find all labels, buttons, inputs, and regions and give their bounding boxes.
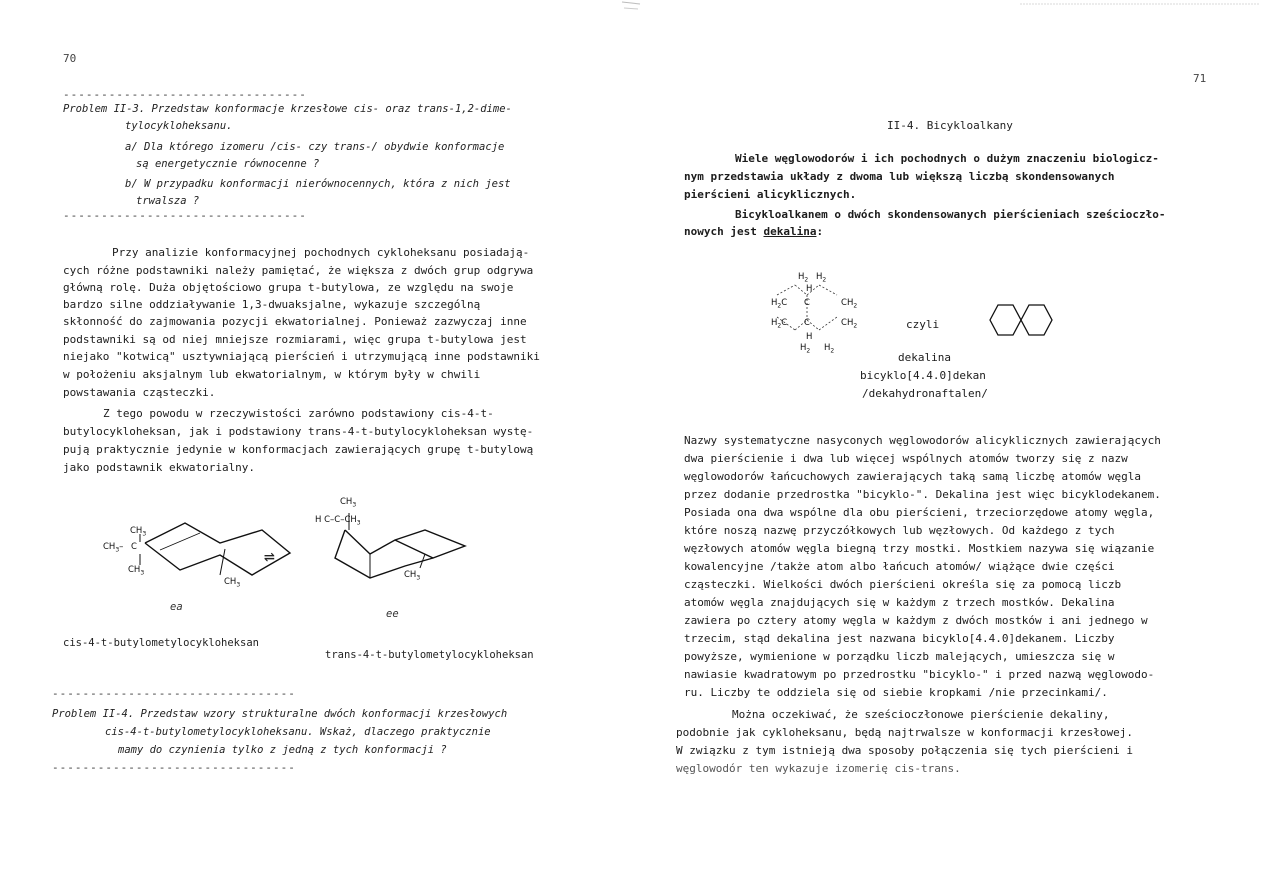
czyli-word: czyli	[906, 318, 940, 331]
ch3-label: $CH_3$	[128, 565, 145, 577]
separator-rule: --------------------------------	[63, 209, 307, 222]
problem-4-line-2: cis-4-t-butylometylocykloheksanu. Wskaż, dlaczego praktycznie	[105, 726, 491, 738]
text-line: jako podstawnik ekwatorialny.	[63, 461, 256, 474]
h2c-label: $H_2C$	[771, 318, 788, 330]
text-line: zawiera po cztery atomy węgla w każdym z dwóch mostków i ani jednego w	[684, 614, 1148, 627]
h2-label: $H_2$	[824, 343, 835, 355]
text-line: skłonność do zajmowania pozycji ekwatorialnej. Ponieważ zazwyczaj inne	[63, 315, 527, 328]
ch2-label: $CH_2$	[841, 298, 858, 310]
problem-4-line-1: Problem II-4. Przedstaw wzory strukturalne dwóch konformacji krzesłowych	[52, 708, 508, 720]
text-line: podstawniki są od niej mniejsze rozmiarami, więc grupa t-butylowa jest	[63, 333, 527, 346]
h2-label: $H_2$	[800, 343, 811, 355]
problem-4-line-3: mamy do czynienia tylko z jedną z tych konformacji ?	[118, 744, 447, 756]
text-line: Z tego powodu w rzeczywistości zarówno podstawiony cis-4-t-	[103, 407, 494, 420]
h2c-label: $H_2C$	[771, 298, 788, 310]
text-line: węglowodorów łańcuchowych zawierających taką samą liczbę atomów węgla	[684, 470, 1141, 483]
page-number: 70	[63, 52, 77, 65]
text-line: które noszą nazwę przyczółkowych lub węzłowych. Od każdego z tych	[684, 524, 1115, 537]
text-line: Nazwy systematyczne nasyconych węglowodorów alicyklicznych zawierających	[684, 434, 1161, 447]
dekalina-term: dekalina	[763, 225, 817, 238]
text-line: pują praktycznie jedynie w konformacjach zawierających grupę t-butylową	[63, 443, 534, 456]
text-line: węglowodór ten wykazuje izomerię cis-trans.	[676, 762, 961, 775]
tbutyl-bond-left	[137, 534, 145, 574]
text-line: Można oczekiwać, że sześcioczłonowe pierścienie dekaliny,	[732, 708, 1110, 721]
problem-3-question-a: a/ Dla którego izomeru /cis- czy trans-/ obydwie konformacje	[125, 141, 505, 153]
page-number: 71	[1193, 72, 1207, 85]
text-line: Wiele węglowodorów i ich pochodnych o dużym znaczeniu biologicz-	[735, 152, 1159, 165]
name-iupac: bicyklo[4.4.0]dekan	[860, 369, 986, 382]
separator-rule: --------------------------------	[52, 761, 296, 774]
text-line: węzłowych atomów węgla biegną trzy mostki. Mostkiem nazywa się wiązanie	[684, 542, 1155, 555]
h2-label: $H_2$	[798, 272, 809, 284]
caption-trans: trans-4-t-butylometylocykloheksan	[325, 649, 534, 661]
text-line: kowalencyjne /także atom albo łańcuch atomów/ wiążące dwie części	[684, 560, 1115, 573]
name-alternative: /dekahydronaftalen/	[862, 387, 988, 400]
text-line: nowych jest dekalina:	[684, 225, 824, 238]
text-line: niejako "kotwicą" usztywniającą pierścień i utrzymującą inne podstawniki	[63, 350, 540, 363]
page-71	[632, 0, 1263, 893]
page-70	[0, 0, 631, 893]
text-line: nawiasie kwadratowym po przedrostku "bicyklo-" i przed nazwą węglowodo-	[684, 668, 1155, 681]
caption-cis: cis-4-t-butylometylocykloheksan	[63, 637, 259, 649]
ch3-label: $CH_3$	[224, 577, 241, 589]
text-line: powyższe, wymienione w porządku liczb malejących, umieszcza się w	[684, 650, 1115, 663]
text-line: Bicykloalkanem o dwóch skondensowanych pierścieniach sześcioczło-	[735, 208, 1166, 221]
text-line: cząsteczki. Wielkości dwóch pierścieni określa się za pomocą liczb	[684, 578, 1122, 591]
problem-3-question-b-cont: trwalsza ?	[136, 195, 200, 207]
text-line: główną rolę. Duża objętościowo grupa t-butylowa, ze względu na swoje	[63, 281, 514, 294]
h2-label: $H_2$	[816, 272, 827, 284]
text-line: przez dodanie przedrostka "bicyklo-". Dekalina jest więc bicyklodekanem.	[684, 488, 1161, 501]
problem-3-question-b: b/ W przypadku konformacji nierównocennych, która z nich jest	[125, 178, 511, 190]
text-line: nym przedstawia układy z dwoma lub większą liczbą skondensowanych	[684, 170, 1115, 183]
ch3-label: $CH_3$	[130, 526, 147, 538]
text-line: trzecim, stąd dekalina jest nazwana bicyklo[4.4.0]dekanem. Liczby	[684, 632, 1115, 645]
text-line: Przy analizie konformacyjnej pochodnych cykloheksanu posiadają-	[112, 246, 530, 259]
text-line: w położeniu aksjalnym lub ekwatorialnym, w którym były w chwili	[63, 368, 481, 381]
text-line: cych różne podstawniki należy pamiętać, że większa z dwóch grup odgrywa	[63, 264, 534, 277]
ch3-label: $CH_3$	[404, 570, 421, 582]
equilibrium-arrow: ⇌	[264, 546, 275, 567]
text-line: butylocykloheksan, jak i podstawiony trans-4-t-butylocykloheksan wystę-	[63, 425, 534, 438]
section-heading: II-4. Bicykloalkany	[887, 119, 1013, 132]
bridgehead-h: H	[806, 332, 813, 342]
bridgehead-carbon: C	[804, 298, 810, 308]
tbutyl-group-label: H $C-C-CH_3$	[315, 515, 361, 527]
conformer-label-ea: ea	[170, 601, 183, 613]
chair-conformation-right	[315, 518, 465, 590]
problem-3-line-1: Problem II-3. Przedstaw konformacje krzesłowe cis- oraz trans-1,2-dime-	[63, 103, 512, 115]
text-line: dwa pierścienie i dwa lub więcej wspólnych atomów tworzy się z nazw	[684, 452, 1128, 465]
quaternary-carbon-label: C	[131, 542, 137, 552]
text-line: podobnie jak cykloheksanu, będą najtrwalsze w konformacji krzesłowej.	[676, 726, 1133, 739]
name-common: dekalina	[898, 351, 951, 364]
bridgehead-carbon: C	[804, 318, 810, 328]
separator-rule: --------------------------------	[52, 687, 296, 700]
bridgehead-h: H	[806, 284, 813, 294]
ch3-label: $CH_3-$	[103, 542, 124, 554]
decalin-hexagons	[990, 302, 1052, 338]
text-line: powstawania cząsteczki.	[63, 386, 216, 399]
text-line: W związku z tym istnieją dwa sposoby połączenia się tych pierścieni i	[676, 744, 1133, 757]
ch2-label: $CH_2$	[841, 318, 858, 330]
problem-3-line-2: tylocykloheksanu.	[125, 120, 233, 132]
text-line: ru. Liczby te oddziela się od siebie kropkami /nie przecinkami/.	[684, 686, 1108, 699]
ch3-label: $CH_3$	[340, 497, 357, 509]
text-line: bardzo silne oddziaływanie 1,3-dwuaksjalne, wykazuje szczególną	[63, 298, 481, 311]
text-line: Posiada ona dwa wspólne dla obu pierścieni, trzeciorzędowe atomy węgla,	[684, 506, 1155, 519]
separator-rule: --------------------------------	[63, 88, 307, 101]
problem-3-question-a-cont: są energetycznie równocenne ?	[136, 158, 320, 170]
text-line: pierścieni alicyklicznych.	[684, 188, 857, 201]
text-line: atomów węgla znajdujących się w każdym z trzech mostków. Dekalina	[684, 596, 1115, 609]
conformer-label-ee: ee	[386, 608, 399, 620]
